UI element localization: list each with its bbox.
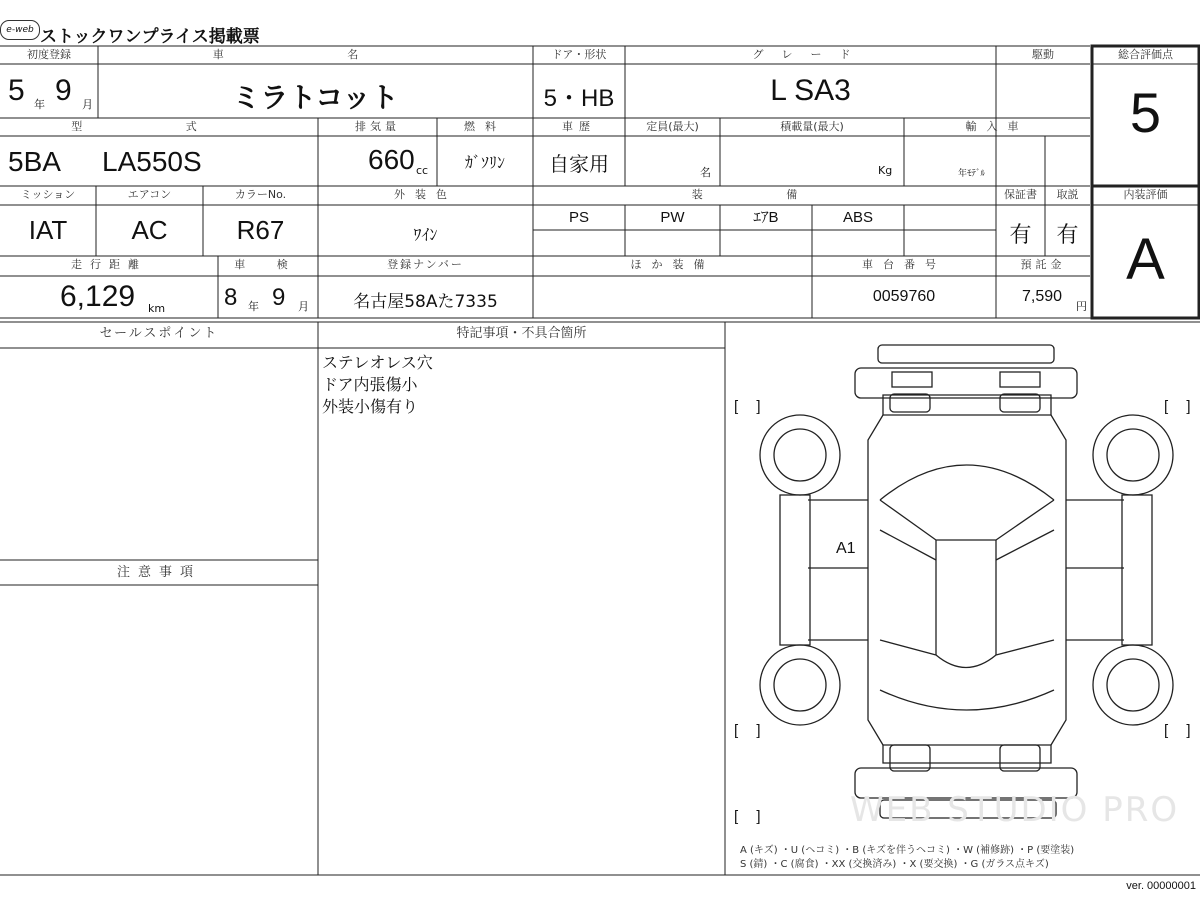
model-prefix: 5BA xyxy=(8,146,61,177)
label-cautions: 注意事項 xyxy=(116,565,201,580)
damage-mark: A1 xyxy=(836,540,856,557)
usage: 自家用 xyxy=(549,152,609,176)
equipment-ps: PS xyxy=(568,209,589,226)
watermark: WEB STUDIO PRO xyxy=(850,790,1180,830)
aircon: AC xyxy=(131,215,168,245)
interior-score: A xyxy=(1126,227,1165,292)
equipment-airbag: ｴｱB xyxy=(753,209,779,226)
bracket-rear-left: [ ] xyxy=(734,722,761,739)
label-grade: グレード xyxy=(752,48,869,61)
displacement: 660 xyxy=(368,144,415,175)
legend-line-2: S (錆) ・C (腐食) ・XX (交換済み) ・X (要交換) ・G (ガラス点キズ) xyxy=(740,859,1049,870)
month-unit: 月 xyxy=(82,98,93,111)
manual: 有 xyxy=(1056,223,1079,248)
transmission: IAT xyxy=(28,215,68,245)
legend-line-1: A (キズ) ・U (ヘコミ) ・B (キズを伴うヘコミ) ・W (補修跡) ・P (要塗装) xyxy=(740,845,1075,856)
km-unit: km xyxy=(148,302,166,315)
cc-unit: cc xyxy=(416,164,429,177)
mileage: 6,129 xyxy=(60,280,136,313)
equipment-abs: ABS xyxy=(842,209,873,226)
exterior-color: ﾜｲﾝ xyxy=(413,225,438,244)
car-name: ミラトコット xyxy=(232,81,399,114)
inspection-month: 9 xyxy=(272,284,286,311)
label-model: 型 式 xyxy=(71,120,247,133)
ec-web-logo: e-web xyxy=(0,20,40,40)
chassis-no: 0059760 xyxy=(872,288,936,305)
color-no: R67 xyxy=(236,215,285,245)
car-diagram xyxy=(760,345,1173,818)
label-other-equipment: ほか装備 xyxy=(630,258,715,271)
label-equipment: 装 備 xyxy=(691,188,838,201)
page-title: ストックワンプライス掲載票 xyxy=(40,27,260,47)
warranty: 有 xyxy=(1009,223,1032,248)
overall-score: 5 xyxy=(1129,81,1162,144)
label-capacity: 定員(最大) xyxy=(646,120,699,133)
remark-line-2: ドア内張傷小 xyxy=(322,375,418,394)
label-sales-points: セールスポイント xyxy=(99,326,219,341)
label-usage: 車歴 xyxy=(562,120,596,133)
bracket-front-right: [ ] xyxy=(1164,398,1191,415)
first-reg-year: 5 xyxy=(8,74,25,107)
label-displacement: 排気量 xyxy=(355,120,400,133)
fuel: ｶﾞｿﾘﾝ xyxy=(464,153,505,172)
yen-unit: 円 xyxy=(1076,300,1087,313)
label-first-reg: 初度登録 xyxy=(27,48,71,61)
label-warranty: 保証書 xyxy=(1004,188,1037,201)
remark-line-1: ステレオレス穴 xyxy=(322,353,433,372)
label-interior-score: 内装評価 xyxy=(1123,188,1168,201)
label-chassis-no: 車台番号 xyxy=(862,258,946,271)
label-color-no: カラーNo. xyxy=(234,188,287,201)
version-label: ver. 00000001 xyxy=(1126,880,1196,892)
label-overall-score: 総合評価点 xyxy=(1118,48,1173,61)
inspection-month-unit: 月 xyxy=(298,300,309,313)
label-import: 輸入車 xyxy=(965,120,1029,133)
inspection-year: 8 xyxy=(224,284,238,311)
recycle-fee: 7,590 xyxy=(1022,288,1063,305)
label-load: 積載量(最大) xyxy=(780,120,844,133)
model-year-unit: 年ﾓﾃﾞﾙ xyxy=(958,169,986,179)
label-manual: 取説 xyxy=(1056,188,1079,201)
label-door-shape: ドア・形状 xyxy=(551,48,607,61)
bracket-tail: [ ] xyxy=(734,808,761,825)
remark-line-3: 外装小傷有り xyxy=(322,397,419,416)
kg-unit: Kg xyxy=(878,164,893,177)
label-exterior-color: 外装色 xyxy=(394,188,457,201)
grade: L SA3 xyxy=(770,74,851,107)
label-plate: 登録ナンバー xyxy=(387,258,464,271)
label-car-name: 車 名 xyxy=(212,48,419,61)
label-remarks: 特記事項・不具合箇所 xyxy=(456,326,587,341)
door-shape: 5・HB xyxy=(543,85,615,112)
label-recycle: 預託金 xyxy=(1020,258,1066,271)
plate-number: 名古屋58Aた7335 xyxy=(353,292,498,312)
bracket-front-left: [ ] xyxy=(734,398,761,415)
label-drive: 駆動 xyxy=(1032,48,1054,61)
label-aircon: エアコン xyxy=(127,188,172,201)
label-inspection: 車 検 xyxy=(234,258,302,271)
model-code: LA550S xyxy=(102,146,202,177)
year-unit: 年 xyxy=(34,98,45,111)
first-reg-month: 9 xyxy=(55,74,72,107)
bracket-rear-right: [ ] xyxy=(1164,722,1191,739)
label-transmission: ミッション xyxy=(20,188,76,201)
label-mileage: 走行距離 xyxy=(71,258,147,271)
inspection-year-unit: 年 xyxy=(248,300,259,313)
label-fuel: 燃料 xyxy=(464,120,506,133)
person-unit: 名 xyxy=(700,166,711,179)
equipment-pw: PW xyxy=(660,209,685,226)
